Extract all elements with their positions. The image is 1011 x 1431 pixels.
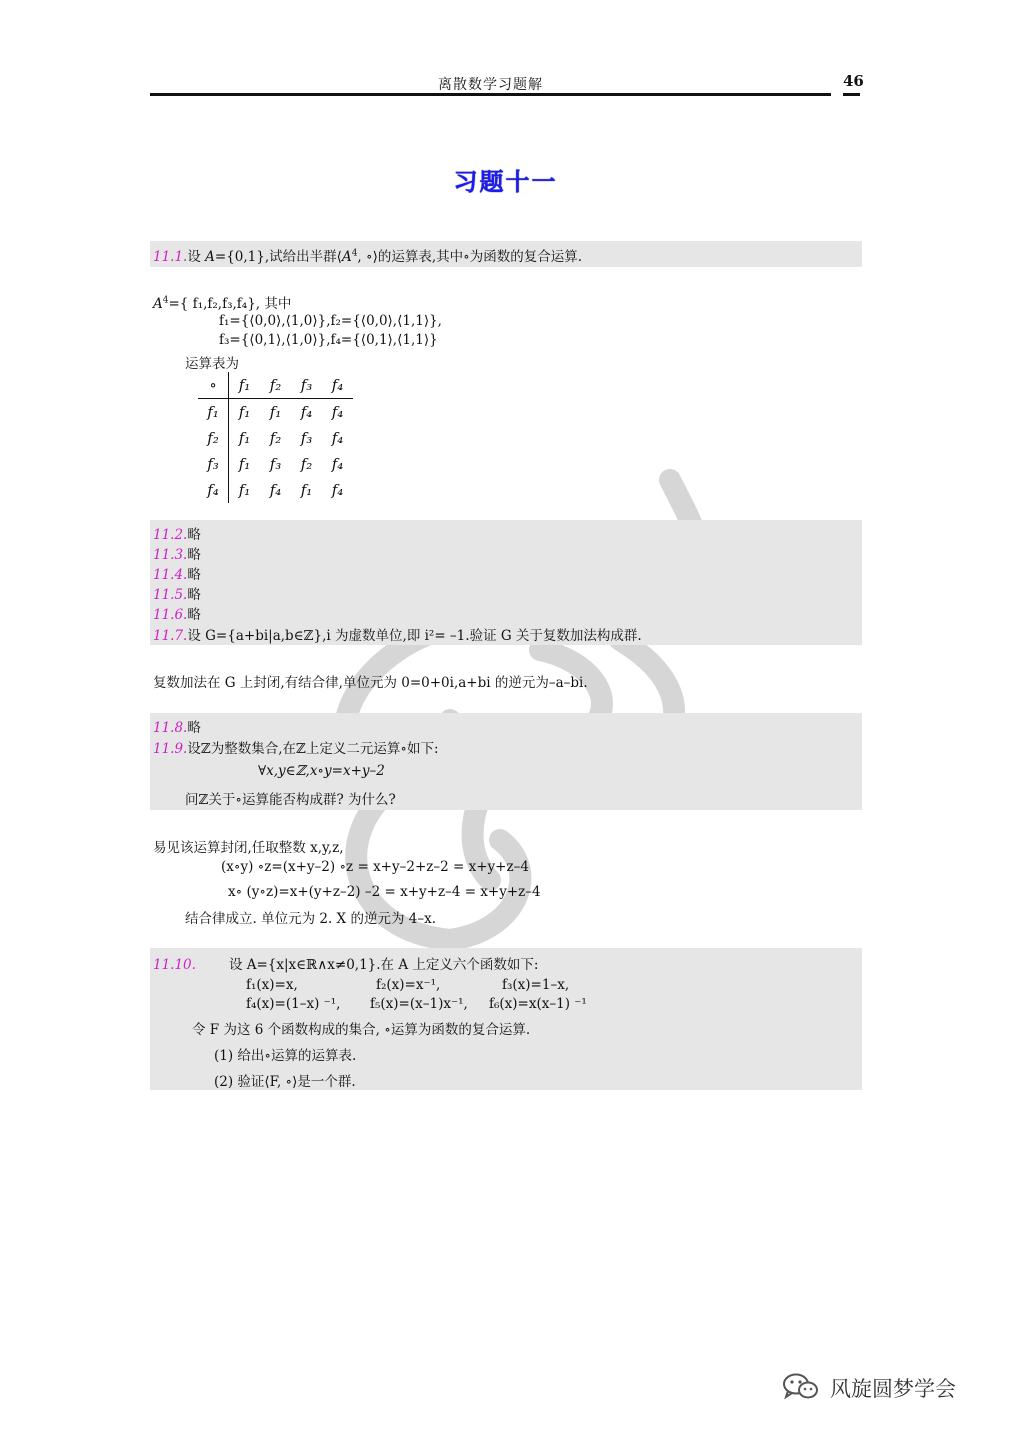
function-f6: f₆(x)=x(x–1) ⁻¹ (489, 996, 587, 1012)
table-row-header: f₂ (198, 425, 229, 451)
question-11-10-part1: (1) 给出∘运算的运算表. (214, 1048, 357, 1064)
question-box-11-2-to-11-7 (150, 520, 862, 645)
table-cell: f₁ (238, 481, 251, 499)
question-11-1: 11.1.设 A={0,1},试给出半群$⟨A^4$, ∘⟩的运算表,其中∘为函数的复合运算. (153, 248, 583, 265)
function-f1: f₁(x)=x, (246, 977, 298, 993)
question-11-4: 11.4.略 (153, 567, 201, 583)
question-11-10: 11.10. 设 A={x|x∈ℝ∧x≠0,1}.在 A 上定义六个函数如下: (153, 957, 539, 973)
table-cell: f₄ (331, 429, 344, 447)
table-row (198, 399, 353, 426)
table-cell: f₂ (269, 429, 282, 447)
table-col-header: f₄ (322, 372, 353, 399)
question-11-9-formula: ∀x,y∈ℤ,x∘y=x+y–2 (258, 763, 385, 779)
answer-11-1-line1: $A^4=${ f₁,f₂,f₃,f₄}, 其中 (153, 295, 292, 312)
table-col-header: f₁ (229, 372, 261, 399)
question-box-11-8-11-9 (150, 713, 862, 810)
question-11-3: 11.3.略 (153, 547, 201, 563)
question-11-10-line3: 令 F 为这 6 个函数构成的集合, ∘运算为函数的复合运算. (192, 1022, 531, 1038)
function-f2: f₂(x)=x⁻¹, (376, 977, 441, 993)
question-11-10-part2: (2) 验证⟨F, ∘⟩是一个群. (214, 1074, 356, 1090)
answer-11-9-line3: x∘ (y∘z)=x+(y+z–2) –2 = x+y+z–4 = x+y+z–4 (228, 884, 541, 900)
table-cell: f₄ (331, 455, 344, 473)
table-cell: f₂ (300, 455, 313, 473)
footer-brand-name: 风旋圆梦学会 (830, 1377, 956, 1401)
table-col-header: f₃ (291, 372, 322, 399)
function-f3: f₃(x)=1–x, (502, 977, 570, 993)
table-operator: ∘ (198, 372, 229, 399)
running-header-title: 离散数学习题解 (438, 77, 543, 93)
wechat-icon (782, 1372, 820, 1402)
table-cell: f₁ (238, 429, 251, 447)
table-cell: f₃ (300, 429, 313, 447)
table-cell: f₄ (269, 481, 282, 499)
operation-table (198, 372, 353, 503)
question-11-6: 11.6.略 (153, 607, 201, 623)
answer-11-9-line2: (x∘y) ∘z=(x+y–2) ∘z = x+y–2+z–2 = x+y+z–4 (221, 859, 529, 875)
question-11-7: 11.7.设 G={a+bi|a,b∈ℤ},i 为虚数单位,即 i²= –1.验证 G 关于复数加法构成群. (153, 628, 642, 644)
table-row (198, 425, 353, 451)
chapter-title: 习题十一 (453, 167, 558, 196)
function-f5: f₅(x)=(x–1)x⁻¹, (370, 996, 468, 1012)
question-box-11-10 (150, 948, 862, 1090)
table-cell: f₃ (269, 455, 282, 473)
table-cell: f₄ (331, 403, 344, 421)
question-11-5: 11.5.略 (153, 587, 201, 603)
table-cell: f₁ (269, 403, 282, 421)
table-cell: f₁ (238, 403, 251, 421)
question-box-11-1 (150, 241, 862, 267)
table-cell: f₄ (331, 481, 344, 499)
table-cell: f₁ (300, 481, 313, 499)
table-row-header: f₁ (198, 399, 229, 426)
answer-11-9-line4: 结合律成立. 单位元为 2. X 的逆元为 4–x. (185, 911, 436, 927)
question-11-9-ask: 问ℤ关于∘运算能否构成群? 为什么? (185, 792, 396, 808)
answer-11-1-line2: f₁={⟨0,0⟩,⟨1,0⟩},f₂={⟨0,0⟩,⟨1,1⟩}, (219, 313, 442, 329)
function-f4: f₄(x)=(1–x) ⁻¹, (246, 996, 341, 1012)
table-row-header: f₄ (198, 477, 229, 503)
header-rule (150, 93, 831, 96)
page-number-rule (843, 93, 860, 96)
answer-11-7: 复数加法在 G 上封闭,有结合律,单位元为 0=0+0i,a+bi 的逆元为–a–bi. (153, 675, 588, 691)
table-row (198, 451, 353, 477)
question-11-8: 11.8.略 (153, 720, 201, 736)
table-col-header: f₂ (260, 372, 291, 399)
answer-11-1-line3: f₃={⟨0,1⟩,⟨1,0⟩},f₄={⟨0,1⟩,⟨1,1⟩} (219, 332, 438, 348)
page-number: 46 (843, 72, 864, 90)
answer-11-1-line4: 运算表为 (185, 356, 239, 372)
question-11-9: 11.9.设ℤ为整数集合,在ℤ上定义二元运算∘如下: (153, 741, 439, 757)
table-row (198, 477, 353, 503)
question-number: 11.1. (153, 249, 188, 265)
table-row-header: f₃ (198, 451, 229, 477)
question-11-2: 11.2.略 (153, 527, 201, 543)
answer-11-9-line1: 易见该运算封闭,任取整数 x,y,z, (153, 840, 344, 856)
table-cell: f₁ (238, 455, 251, 473)
table-cell: f₄ (300, 403, 313, 421)
